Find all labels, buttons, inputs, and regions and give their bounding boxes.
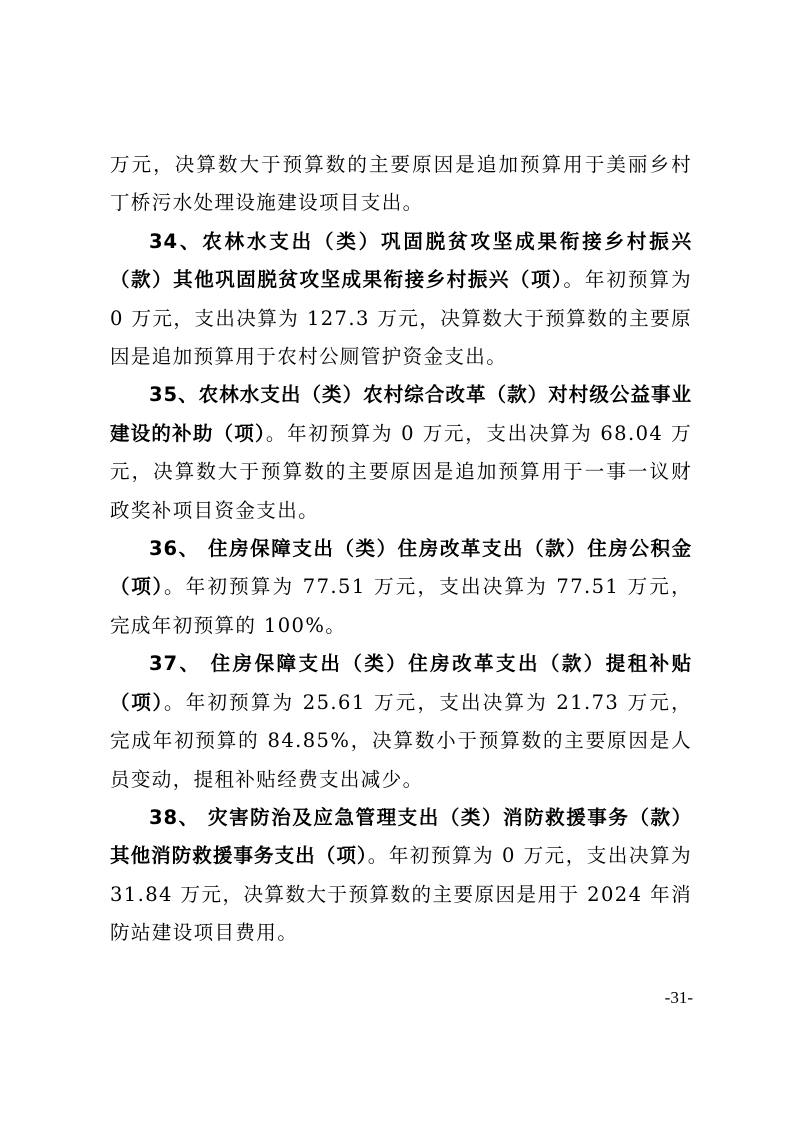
- item-heading: 35、农林水支出（类）农村综合改革（款）对村级公益事业建设的补助（项）: [110, 383, 692, 445]
- item-text: 。年初预算为 0 万元，支出决算为 31.84 万元，决算数大于预算数的主要原因是用于 2024 年消防站建设项目费用。: [110, 844, 692, 945]
- body-text: [110, 146, 692, 953]
- item-heading: 36、 住房保障支出（类）住房改革支出（款）住房公积金（项）: [110, 537, 692, 599]
- item-heading: 37、 住房保障支出（类）住房改革支出（款）提租补贴（项）: [110, 652, 692, 714]
- item-text: 。年初预算为 0 万元，支出决算为 127.3 万元，决算数大于预算数的主要原因是追加预算用于农村公厕管护资金支出。: [110, 268, 692, 369]
- paragraph-item-38: [110, 799, 692, 953]
- paragraph-item-36: [110, 530, 692, 645]
- paragraph-item-34: [110, 223, 692, 377]
- item-text: 。年初预算为 0 万元，支出决算为 68.04 万元，决算数大于预算数的主要原因是追加预算用于一事一议财政奖补项目资金支出。: [110, 421, 692, 522]
- item-heading: 34、农林水支出（类）巩固脱贫攻坚成果衔接乡村振兴（款）其他巩固脱贫攻坚成果衔接乡村振兴（项）: [110, 229, 692, 292]
- paragraph-item-37: [110, 645, 692, 799]
- paragraph-text: 万元，决算数大于预算数的主要原因是追加预算用于美丽乡村丁桥污水处理设施建设项目支出。: [110, 153, 692, 215]
- page-number: -31-: [664, 988, 693, 1007]
- item-text: 。年初预算为 77.51 万元，支出决算为 77.51 万元，完成年初预算的 100%。: [110, 575, 693, 637]
- item-heading: 38、 灾害防治及应急管理支出（类）消防救援事务（款）其他消防救援事务支出（项）: [110, 805, 692, 868]
- paragraph-item-35: [110, 376, 692, 530]
- item-text: 。年初预算为 25.61 万元，支出决算为 21.73 万元，完成年初预算的 84.85%，决算数小于预算数的主要原因是人员变动，提租补贴经费支出减少。: [110, 690, 693, 791]
- paragraph-continuation: [110, 146, 692, 223]
